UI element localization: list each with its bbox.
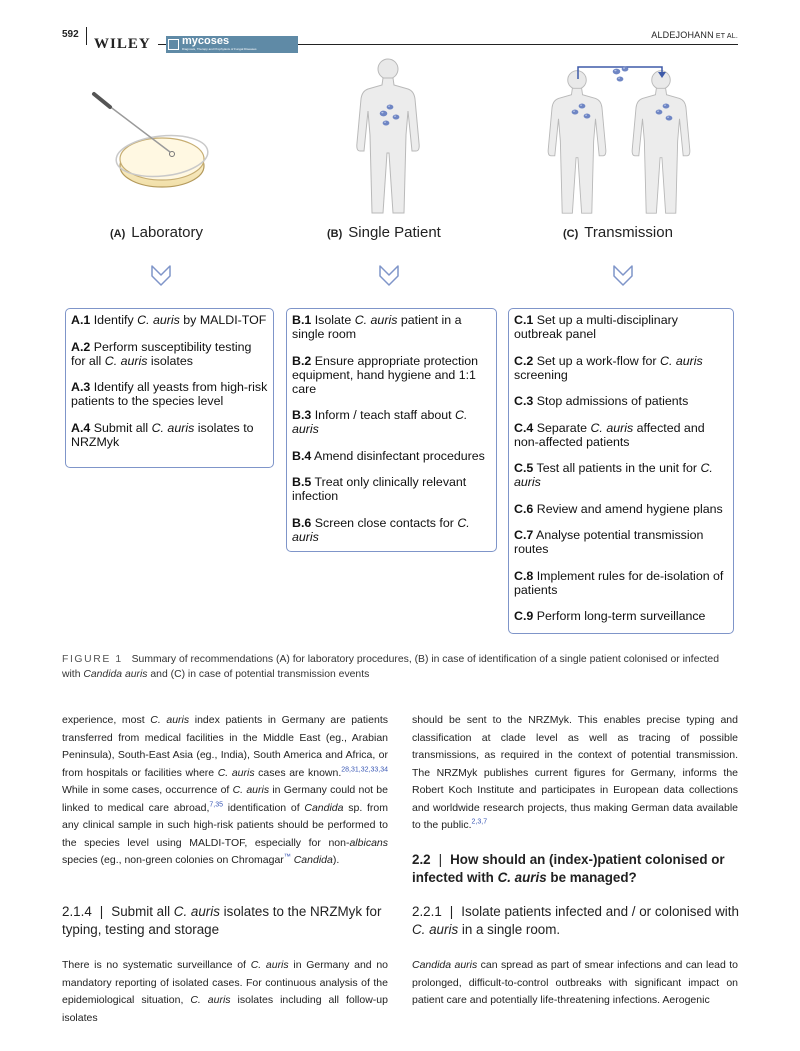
running-authors: ALDEJOHANN ET AL. xyxy=(651,30,738,40)
recommendation-item: B.2 Ensure appropriate protection equipment, hand hygiene and 1:1 care xyxy=(292,353,478,396)
panel-c-recommendations xyxy=(508,308,734,634)
panel-a-title: (A) Laboratory xyxy=(110,224,203,241)
figure-illustrations xyxy=(0,55,800,225)
panel-b-title: (B) Single Patient xyxy=(327,224,441,241)
recommendation-item: C.6 Review and amend hygiene plans xyxy=(514,501,723,516)
journal-subtitle: Diagnosis, Therapy and Prophylaxis of Fungal Diseases xyxy=(182,47,257,51)
figure-label: FIGURE 1 xyxy=(62,654,123,665)
recommendation-item: A.3 Identify all yeasts from high-risk patients to the species level xyxy=(71,380,268,408)
recommendation-item: A.2 Perform susceptibility testing for all C. auris isolates xyxy=(71,339,252,368)
recommendation-item: C.4 Separate C. auris affected and non-affected patients xyxy=(514,420,705,449)
recommendation-item: B.1 Isolate C. auris patient in a single room xyxy=(292,313,462,341)
recommendation-item: A.4 Submit all C. auris isolates to NRZMyk xyxy=(71,420,254,449)
journal-logo-icon xyxy=(168,39,179,50)
heading-2-2: 2.2 | How should an (index-)patient colonised or infected with C. auris be managed? xyxy=(412,852,725,885)
heading-2-1-4: 2.1.4 | Submit all C. auris isolates to the NRZMyk for typing, testing and storage xyxy=(62,904,382,937)
right-paragraph-1: should be sent to the NRZMyk. This enables precise typing and classification at clade level as well as tracing of possible transmissions, as required in the context of potential transmission. The NRZMyk publishes current figures for Germany, informs the Robert Koch Institute and participates in European data collections and worldwide research projects, thus making German data available to the public.$^{2,3,7}$ xyxy=(412,714,738,831)
recommendation-item: C.8 Implement rules for de-isolation of patients xyxy=(514,568,724,597)
recommendation-item: A.1 Identify C. auris by MALDI-TOF xyxy=(71,313,267,327)
header-rule xyxy=(298,44,738,45)
single-patient-illustration xyxy=(357,59,419,213)
recommendation-item: C.2 Set up a work-flow for C. auris screening xyxy=(514,353,703,382)
page-number: 592 xyxy=(62,29,79,40)
publisher-logo: WILEY xyxy=(94,36,151,52)
petri-dish-illustration xyxy=(94,94,210,187)
transmission-illustration xyxy=(548,66,690,213)
recommendation-item: C.7 Analyse potential transmission routes xyxy=(514,528,704,556)
chevron-down-icon xyxy=(378,264,400,288)
recommendation-item: B.3 Inform / teach staff about C. auris xyxy=(292,408,468,436)
recommendation-item: B.4 Amend disinfectant procedures xyxy=(292,448,485,463)
recommendation-item: C.5 Test all patients in the unit for C. auris xyxy=(514,461,713,489)
right-paragraph-2: Candida auris can spread as part of smear infections and can lead to prolonged, difficult-to-control outbreaks with significant impact on patient care and potentially life-threatening infections. Aerogenic xyxy=(412,959,739,1006)
figure-caption: FIGURE 1 Summary of recommendations (A) for laboratory procedures, (B) in case of identification of a single patient colonised or infected with Candida auris and (C) in case of potential transmission events xyxy=(62,654,719,680)
recommendation-item: C.9 Perform long-term surveillance xyxy=(514,609,706,623)
panel-c-title: (C) Transmission xyxy=(563,224,673,241)
recommendation-item: C.1 Set up a multi-disciplinary outbreak panel xyxy=(514,313,678,341)
citation: ™ xyxy=(283,853,291,861)
chevron-down-icon xyxy=(612,264,634,288)
panel-b-recommendations xyxy=(286,308,497,552)
recommendation-item: B.5 Treat only clinically relevant infection xyxy=(292,475,467,503)
header-divider xyxy=(86,27,87,45)
journal-name: mycoses xyxy=(182,35,230,47)
recommendation-item: C.3 Stop admissions of patients xyxy=(514,394,689,408)
chevron-down-icon xyxy=(150,264,172,288)
recommendation-item: B.6 Screen close contacts for C. auris xyxy=(292,515,470,544)
heading-2-2-1: 2.2.1 | Isolate patients infected and / or colonised with C. auris in a single room. xyxy=(412,904,739,937)
citation: 7,35 xyxy=(209,801,224,808)
journal-logo xyxy=(166,36,298,53)
citation: 2,3,7 xyxy=(471,818,488,826)
left-paragraph-2: There is no systematic surveillance of C. auris in Germany and no mandatory reporting of isolated cases. For continuous analysis of the epidemiological situation, C. auris isolates including all follow-up isolates xyxy=(62,959,388,1024)
left-paragraph-1: experience, most C. auris index patients in Germany are patients transferred from medical facilities in the Middle East (eg., Arabian Peninsula), South-East Asia (eg., India), South America and Africa, or from hospitals or facilities where C. auris cases are known.$^{28,31,32,33,34}$ While in some cases, occurrence of C. auris in Germany could not be linked to medical care abroad,$^{7,35}$ identification of Candida sp. from any clinical sample in such high-risk patients should be performed to the species level using MALDI-TOF, especially for non-albicans species (eg., non-green colonies on Chromagar™ Candida). xyxy=(62,714,388,866)
panel-a-recommendations xyxy=(65,308,274,468)
citation: 28,31,32,33,34 xyxy=(341,766,388,773)
header-dash xyxy=(158,44,166,45)
